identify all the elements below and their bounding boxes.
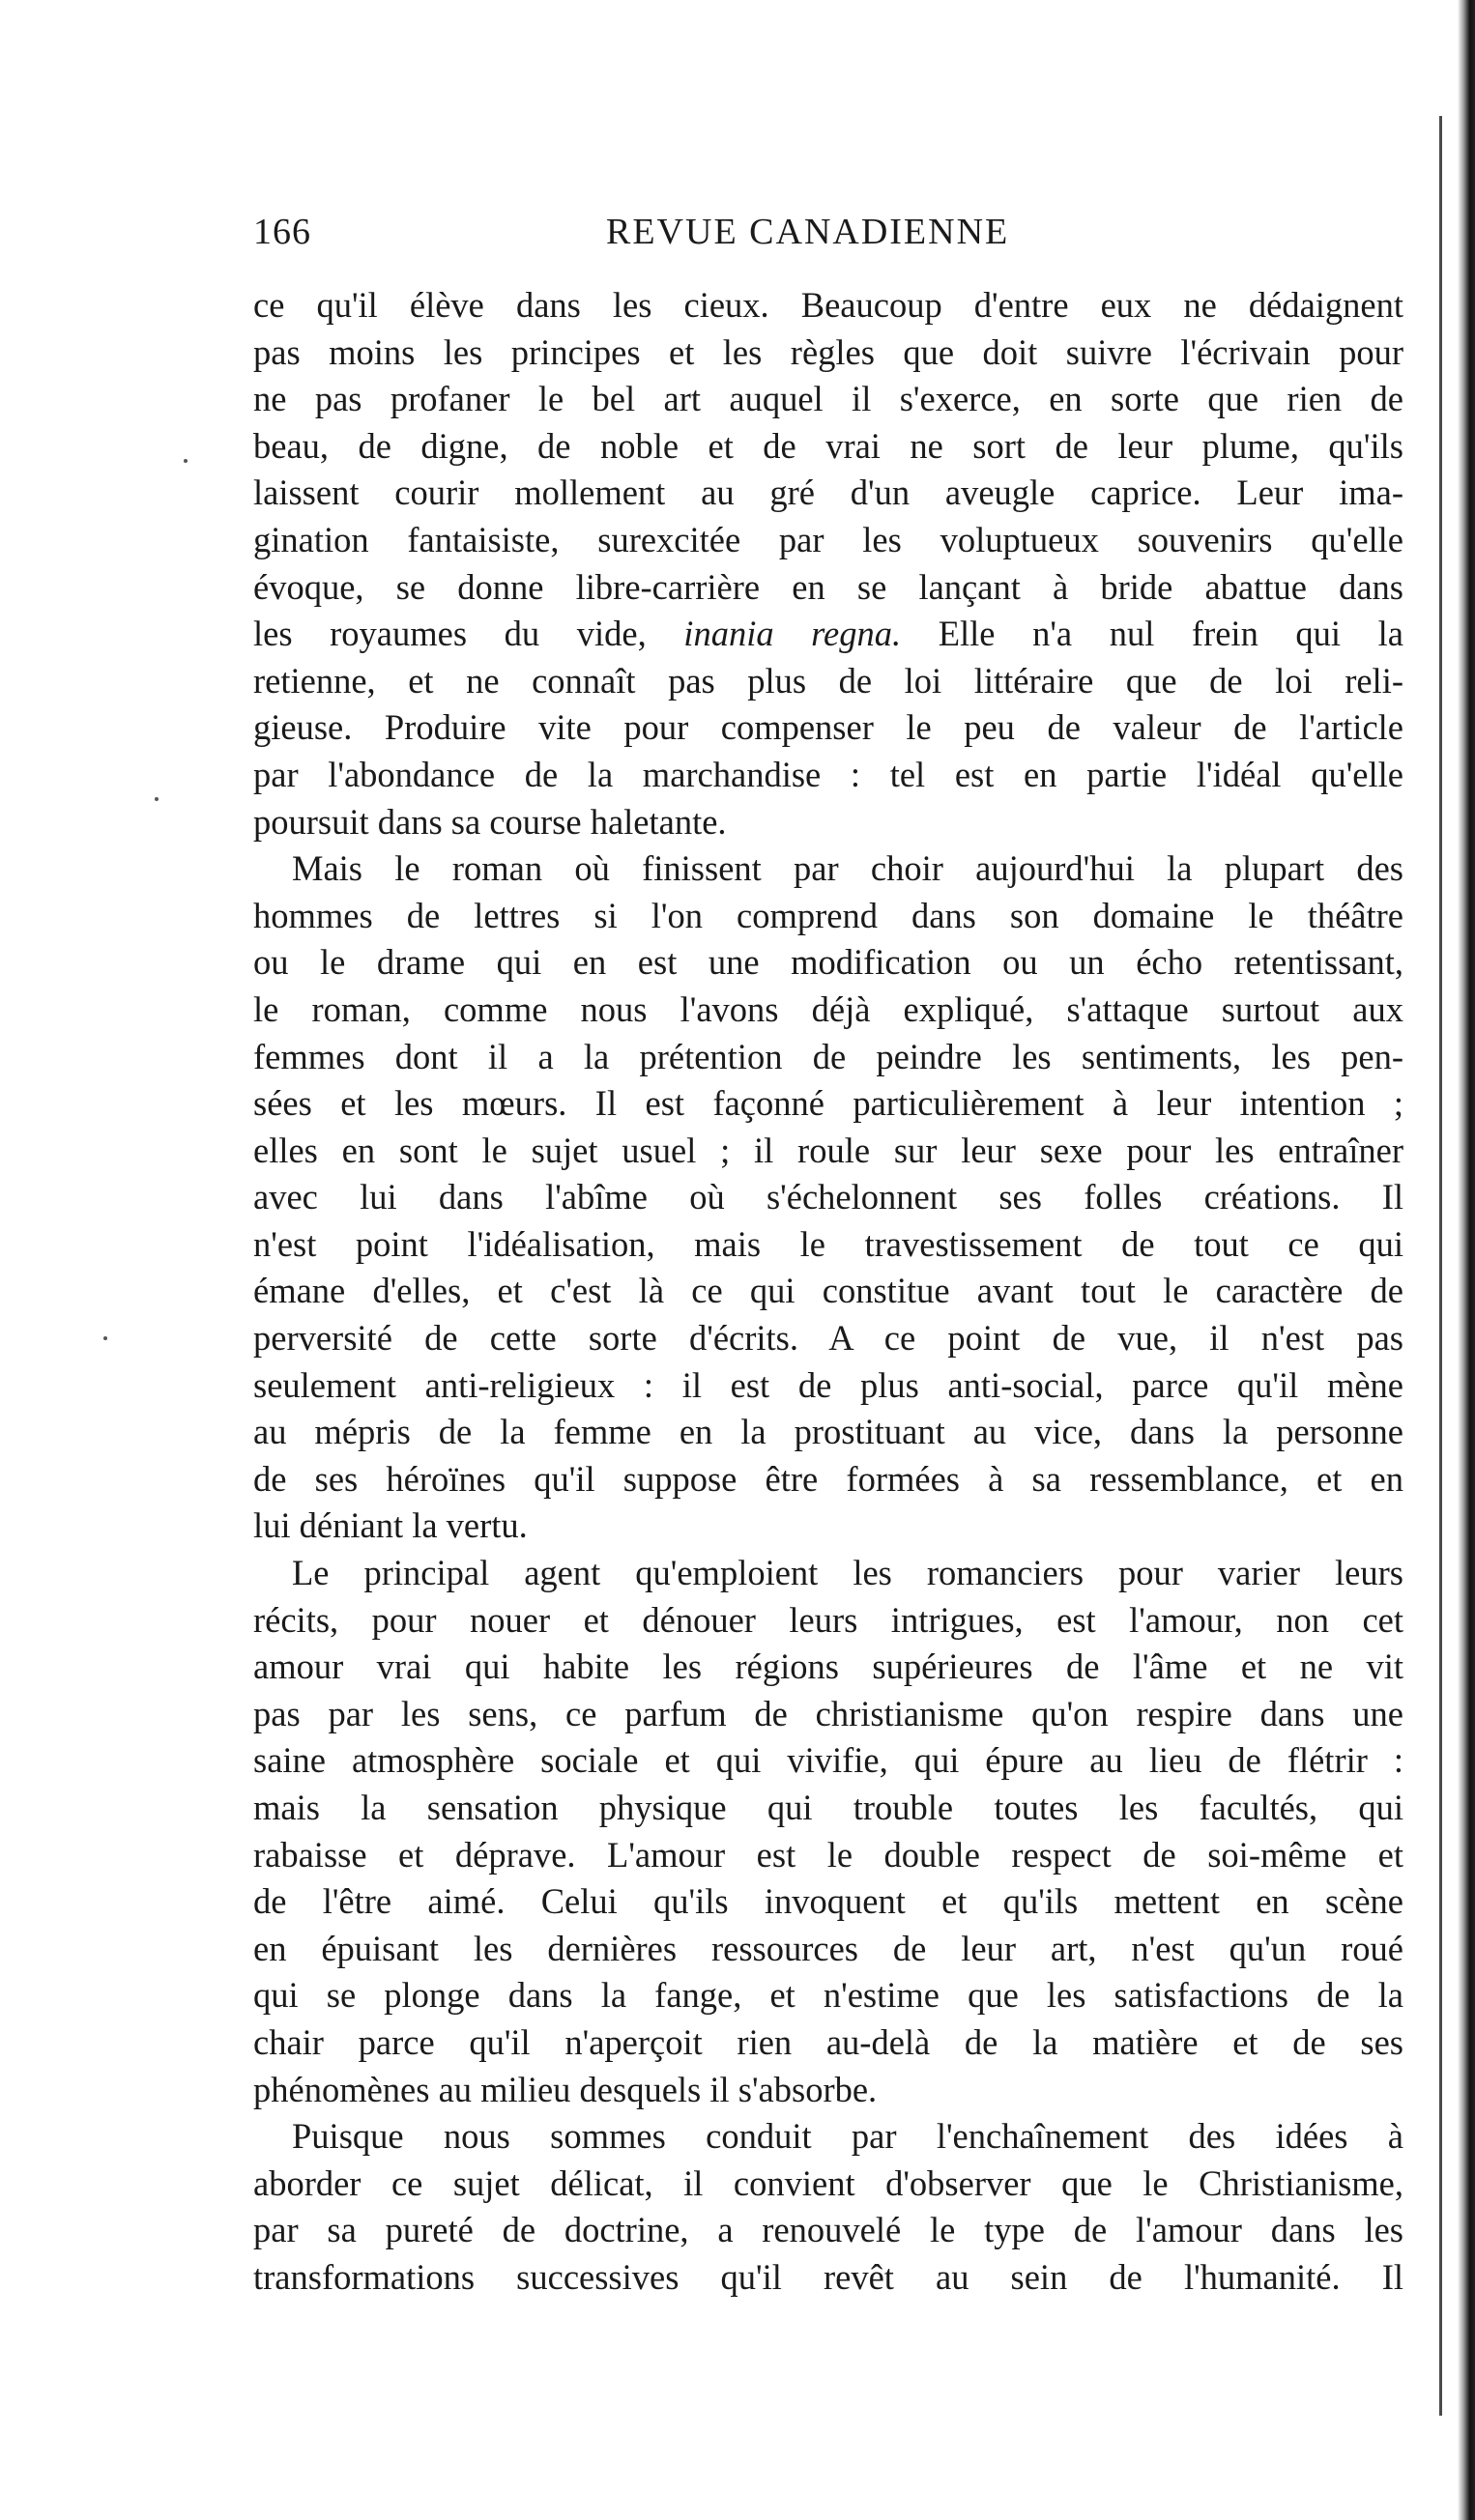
text-line: hommes de lettres si l'on comprend dans son domaine le théâtre xyxy=(253,895,1403,935)
page-edge-line xyxy=(1439,116,1442,2416)
text-line: de l'être aimé. Celui qu'ils invoquent et qu'ils mettent en scène xyxy=(253,1881,1403,1922)
text-line: sées et les mœurs. Il est façonné particulièrement à leur intention ; xyxy=(253,1083,1403,1124)
text-line: Le principal agent qu'emploient les romanciers pour varier leurs xyxy=(292,1553,1403,1593)
text-line: aborder ce sujet délicat, il convient d'observer que le Christianisme, xyxy=(253,2162,1403,2203)
text-line: transformations successives qu'il revêt au sein de l'humanité. Il xyxy=(253,2256,1403,2297)
body-text xyxy=(253,282,1403,2302)
text-line: chair parce qu'il n'aperçoit rien au-delà de la matière et de ses xyxy=(253,2021,1403,2062)
text-line: phénomènes au milieu desquels il s'absorbe. xyxy=(253,2069,878,2109)
text-line: perversité de cette sorte d'écrits. A ce point de vue, il n'est pas xyxy=(253,1318,1403,1359)
text-line: émane d'elles, et c'est là ce qui constitue avant tout le caractère de xyxy=(253,1271,1403,1311)
scan-speck xyxy=(184,459,188,463)
text-line: mais la sensation physique qui trouble toutes les facultés, qui xyxy=(253,1788,1403,1827)
running-head xyxy=(253,211,1046,261)
text-line: saine atmosphère sociale et qui vivifie, qui épure au lieu de flétrir : xyxy=(253,1740,1403,1781)
text-line: en épuisant les dernières ressources de leur art, n'est qu'un roué xyxy=(253,1928,1403,1968)
text-line: Puisque nous sommes conduit par l'enchaînement des idées à xyxy=(292,2116,1403,2157)
text-line: ou le drame qui en est une modification ou un écho retentissant, xyxy=(253,942,1403,983)
page-number: 166 xyxy=(253,212,311,252)
text-span: Elle n'a nul frein qui la xyxy=(901,614,1403,654)
text-line: amour vrai qui habite les régions supérieures de l'âme et ne vit xyxy=(253,1647,1403,1687)
text-span: les royaumes du vide, xyxy=(253,614,684,654)
text-line: poursuit dans sa course haletante. xyxy=(253,801,727,842)
running-title: REVUE CANADIENNE xyxy=(606,212,1010,252)
text-line: évoque, se donne libre-carrière en se lançant à bride abattue dans xyxy=(253,566,1403,607)
text-line: seulement anti-religieux : il est de plus anti-social, parce qu'il mène xyxy=(253,1364,1403,1405)
text-line: pas par les sens, ce parfum de christianisme qu'on respire dans une xyxy=(253,1693,1403,1733)
text-line: n'est point l'idéalisation, mais le travestissement de tout ce qui xyxy=(253,1223,1403,1264)
text-line: ce qu'il élève dans les cieux. Beaucoup d'entre eux ne dédaignent xyxy=(253,285,1403,325)
text-line: qui se plonge dans la fange, et n'estime que les satisfactions de la xyxy=(253,1975,1403,2016)
text-line: retienne, et ne connaît pas plus de loi littéraire que de loi reli- xyxy=(253,660,1403,701)
text-line xyxy=(253,611,1403,658)
text-line: au mépris de la femme en la prostituant au vice, dans la personne xyxy=(253,1412,1403,1452)
text-line: de ses héroïnes qu'il suppose être formées à sa ressemblance, et en xyxy=(253,1458,1403,1499)
text-line: par sa pureté de doctrine, a renouvelé le type de l'amour dans les xyxy=(253,2210,1403,2250)
italic-phrase: inania regna. xyxy=(683,614,902,654)
text-line: ne pas profaner le bel art auquel il s'exerce, en sorte que rien de xyxy=(253,379,1403,419)
text-line: avec lui dans l'abîme où s'échelonnent ses folles créations. Il xyxy=(253,1177,1403,1217)
text-line: lui déniant la vertu. xyxy=(253,1505,528,1546)
page-edge-shadow xyxy=(1458,0,1475,2520)
text-line: par l'abondance de la marchandise : tel est en partie l'idéal qu'elle xyxy=(253,754,1403,794)
scan-speck xyxy=(155,797,159,801)
text-line: gination fantaisiste, surexcitée par les voluptueux souvenirs qu'elle xyxy=(253,519,1403,559)
text-line: pas moins les principes et les règles que doit suivre l'écrivain pour xyxy=(253,331,1403,372)
text-line: beau, de digne, de noble et de vrai ne sort de leur plume, qu'ils xyxy=(253,425,1403,466)
text-line: laissent courir mollement au gré d'un aveugle caprice. Leur ima- xyxy=(253,472,1403,513)
text-line: récits, pour nouer et dénouer leurs intrigues, est l'amour, non cet xyxy=(253,1599,1403,1640)
text-line: le roman, comme nous l'avons déjà expliqué, s'attaque surtout aux xyxy=(253,988,1403,1029)
text-line: gieuse. Produire vite pour compenser le peu de valeur de l'article xyxy=(253,707,1403,748)
scan-speck xyxy=(103,1336,107,1340)
text-line: femmes dont il a la prétention de peindre les sentiments, les pen- xyxy=(253,1036,1403,1076)
text-line: elles en sont le sujet usuel ; il roule sur leur sexe pour les entraîner xyxy=(253,1130,1403,1170)
text-line: rabaisse et déprave. L'amour est le double respect de soi-même et xyxy=(253,1834,1403,1875)
text-line: Mais le roman où finissent par choir aujourd'hui la plupart des xyxy=(292,848,1403,889)
